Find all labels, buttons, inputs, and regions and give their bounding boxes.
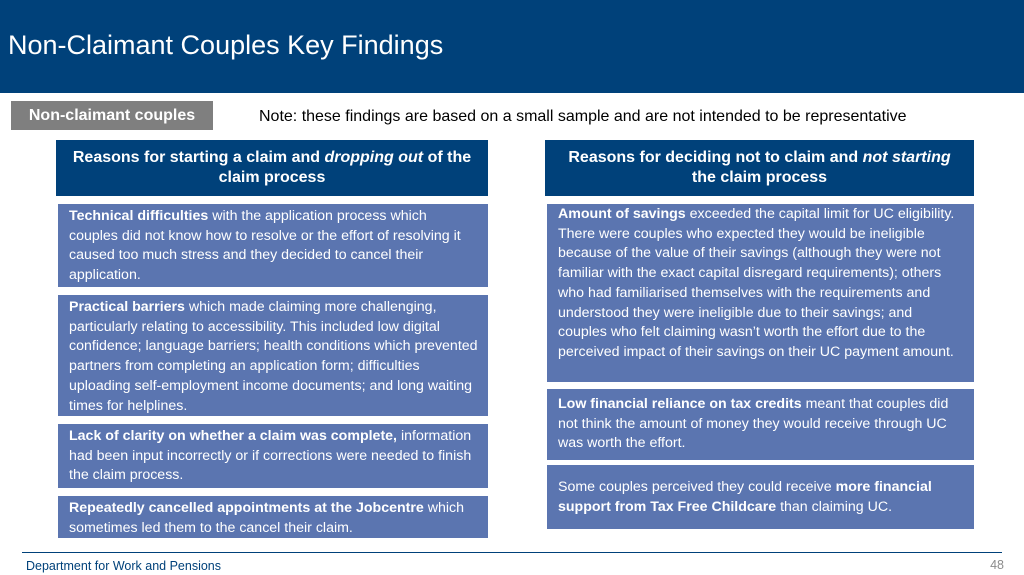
header-emphasis: dropping out <box>324 149 424 166</box>
finding-card-lack-of-clarity: Lack of clarity on whether a claim was complete, information had been input incorrectly or if corrections were needed to finish the claim process. <box>58 424 488 488</box>
page-number: 48 <box>990 558 1004 572</box>
footer-divider <box>22 552 1002 553</box>
finding-card-amount-of-savings: Amount of savings exceeded the capital limit for UC eligibility. There were couples who expected they would be ineligible because of the value of their savings (although they were not familiar with the exact capital disregard requirements); others who had familiarised themselves with the requirements and understood they were ineligible due to their savings; and couples who felt claiming wasn’t worth the effort due to the perceived impact of their savings on their UC payment amount. <box>547 204 974 382</box>
page-title: Non-Claimant Couples Key Findings <box>8 30 444 60</box>
finding-card-practical-barriers: Practical barriers which made claiming more challenging, particularly relating to accessibility. This included low digital confidence; language barriers; health conditions which prevented partners from completing an application form; difficulties uploading self-employment income documents; and long waiting times for helplines. <box>58 295 488 416</box>
finding-card-tax-free-childcare: Some couples perceived they could receive more financial support from Tax Free Childcare than claiming UC. <box>547 465 974 529</box>
header-emphasis: not starting <box>862 149 951 166</box>
finding-card-technical-difficulties: Technical difficulties with the application process which couples did not know how to resolve or the effort of resolving it caused too much stress and they decided to cancel their application. <box>58 204 488 287</box>
title-bar <box>0 0 1024 93</box>
audience-tag: Non-claimant couples <box>11 101 213 130</box>
finding-card-low-financial-reliance: Low financial reliance on tax credits meant that couples did not think the amount of money they would receive through UC was worth the effort. <box>547 389 974 460</box>
left-column-header: Reasons for starting a claim and dropping out of the claim process <box>56 140 488 196</box>
right-column-header: Reasons for deciding not to claim and not starting the claim process <box>545 140 974 196</box>
footer-organisation: Department for Work and Pensions <box>26 559 222 573</box>
finding-card-cancelled-appointments: Repeatedly cancelled appointments at the Jobcentre which sometimes led them to the cancel their claim. <box>58 496 488 538</box>
sample-note: Note: these findings are based on a small sample and are not intended to be representative <box>259 108 907 125</box>
